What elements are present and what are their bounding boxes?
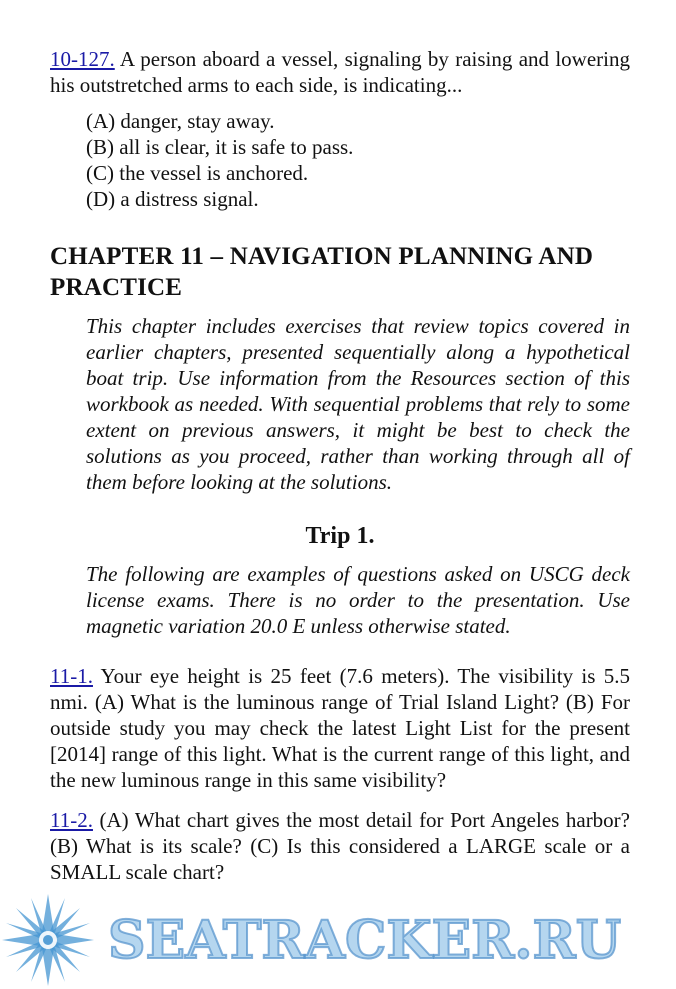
- trip-note: The following are examples of questions asked on USCG deck license exams. There is no order to the presentation. Use magnetic variation 20.0 E unless otherwise stated.: [86, 562, 630, 638]
- question-text: Your eye height is 25 feet (7.6 meters). The visibility is 5.5 nmi. (A) What is the luminous range of Trial Island Light? (B) For outside study you may check the latest Light List for the present [2014] range of this light. What is the current range of this light, and the new luminous range in this same visibility?: [50, 664, 630, 792]
- option-a: (A) danger, stay away.: [86, 109, 275, 133]
- question-text: A person aboard a vessel, signaling by raising and lowering his outstretched arms to each side, is indicating...: [50, 47, 630, 97]
- question-number-link[interactable]: 10-127.: [50, 47, 115, 71]
- watermark-text: SEATRACKER.RU: [108, 910, 622, 971]
- option-d: (D) a distress signal.: [86, 187, 259, 211]
- question-number-link[interactable]: 11-2.: [50, 808, 93, 832]
- document-page: [50, 46, 630, 885]
- option-b: (B) all is clear, it is safe to pass.: [86, 135, 354, 159]
- answer-options: [86, 108, 630, 212]
- compass-star-icon: [2, 894, 94, 986]
- question-11-2: [50, 807, 630, 885]
- option-c: (C) the vessel is anchored.: [86, 161, 309, 185]
- question-text: (A) What chart gives the most detail for Port Angeles harbor? (B) What is its scale? (C) Is this considered a LARGE scale or a SMALL scale chart?: [50, 808, 630, 884]
- question-number-link[interactable]: 11-1.: [50, 664, 93, 688]
- chapter-intro: This chapter includes exercises that review topics covered in earlier chapters, presented sequentially along a hypothetical boat trip. Use information from the Resources section of this workbook as needed. With sequential problems that rely to some extent on previous answers, it might be best to check the solutions as you proceed, rather than working through all of them before looking at the solutions.: [86, 314, 630, 494]
- trip-heading: Trip 1.: [305, 523, 375, 549]
- chapter-heading: CHAPTER 11 – NAVIGATION PLANNING AND PRACTICE: [50, 243, 594, 301]
- question-11-1: [50, 663, 630, 793]
- question-10-127: [50, 46, 630, 98]
